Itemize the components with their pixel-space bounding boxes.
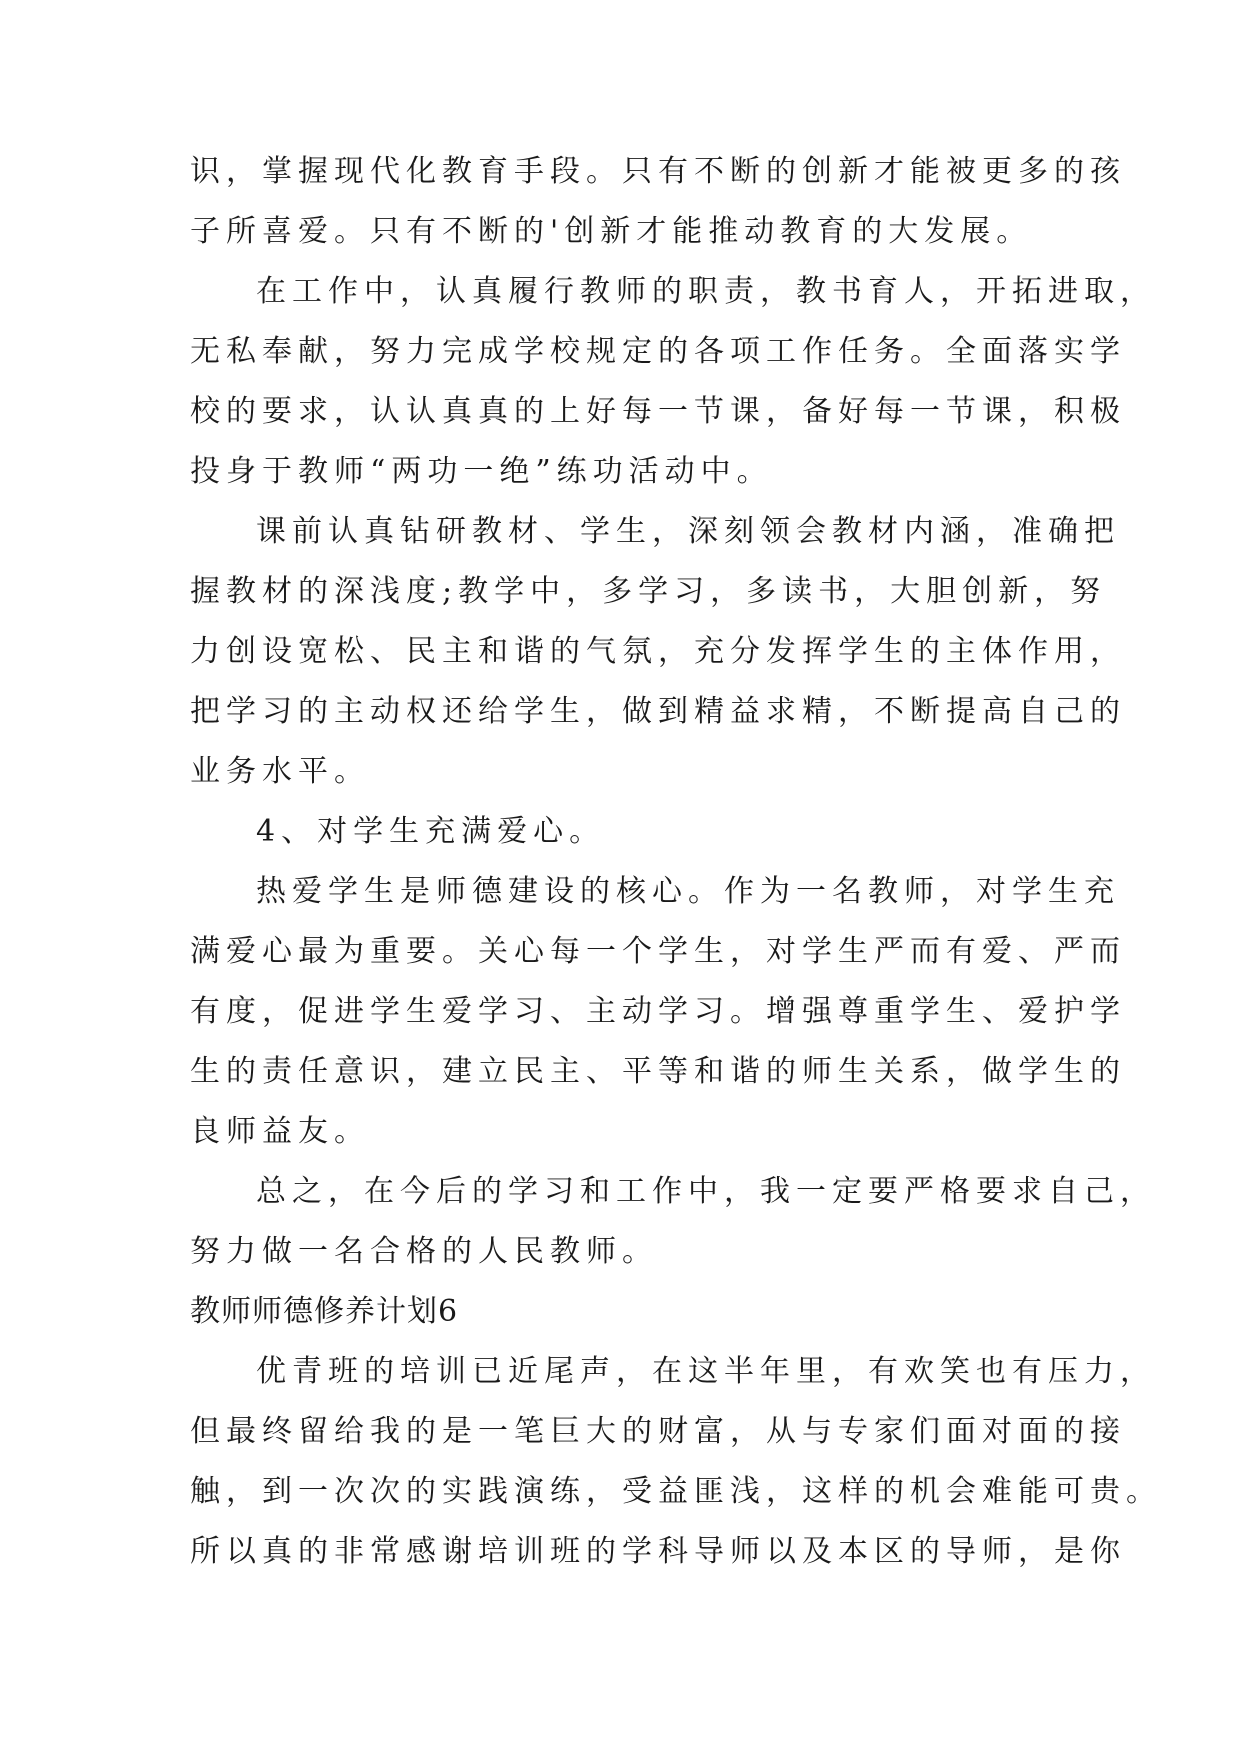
body-text-line: 生的责任意识，建立民主、平等和谐的师生关系，做学生的 — [190, 1054, 1126, 1089]
body-text-line: 无私奉献，努力完成学校规定的各项工作任务。全面落实学 — [190, 334, 1126, 369]
body-text-line: 所以真的非常感谢培训班的学科导师以及本区的导师，是你 — [190, 1534, 1126, 1569]
body-text-line: 投身于教师“两功一绝”练功活动中。 — [190, 454, 773, 489]
body-text-line: 握教材的深浅度;教学中，多学习，多读书，大胆创新，努 — [190, 574, 1107, 609]
body-text-line: 识，掌握现代化教育手段。只有不断的创新才能被更多的孩 — [190, 154, 1126, 189]
body-text-line: 有度，促进学生爱学习、主动学习。增强尊重学生、爱护学 — [190, 994, 1126, 1029]
list-item-heading: 4、对学生充满爱心。 — [256, 814, 606, 849]
body-text-line: 把学习的主动权还给学生，做到精益求精，不断提高自己的 — [190, 694, 1126, 729]
body-text-line: 课前认真钻研教材、学生，深刻领会教材内涵，准确把 — [256, 514, 1120, 549]
body-text-line: 但最终留给我的是一笔巨大的财富，从与专家们面对面的接 — [190, 1414, 1126, 1449]
body-text-line: 在工作中，认真履行教师的职责，教书育人，开拓进取， — [256, 274, 1156, 309]
body-text-line: 满爱心最为重要。关心每一个学生，对学生严而有爱、严而 — [190, 934, 1126, 969]
section-title: 教师师德修养计划6 — [190, 1294, 459, 1329]
body-text-line: 良师益友。 — [190, 1114, 370, 1149]
body-text-line: 力创设宽松、民主和谐的气氛，充分发挥学生的主体作用， — [190, 634, 1126, 669]
body-text-line: 热爱学生是师德建设的核心。作为一名教师，对学生充 — [256, 874, 1120, 909]
body-text-line: 业务水平。 — [190, 754, 370, 789]
body-text-line: 优青班的培训已近尾声，在这半年里，有欢笑也有压力， — [256, 1354, 1156, 1389]
body-text-line: 校的要求，认认真真的上好每一节课，备好每一节课，积极 — [190, 394, 1126, 429]
body-text-line: 总之，在今后的学习和工作中，我一定要严格要求自己， — [256, 1174, 1156, 1209]
body-text-line: 努力做一名合格的人民教师。 — [190, 1234, 658, 1269]
body-text-line: 触，到一次次的实践演练，受益匪浅，这样的机会难能可贵。 — [190, 1474, 1162, 1509]
body-text-line: 子所喜爱。只有不断的'创新才能推动教育的大发展。 — [190, 214, 1033, 249]
